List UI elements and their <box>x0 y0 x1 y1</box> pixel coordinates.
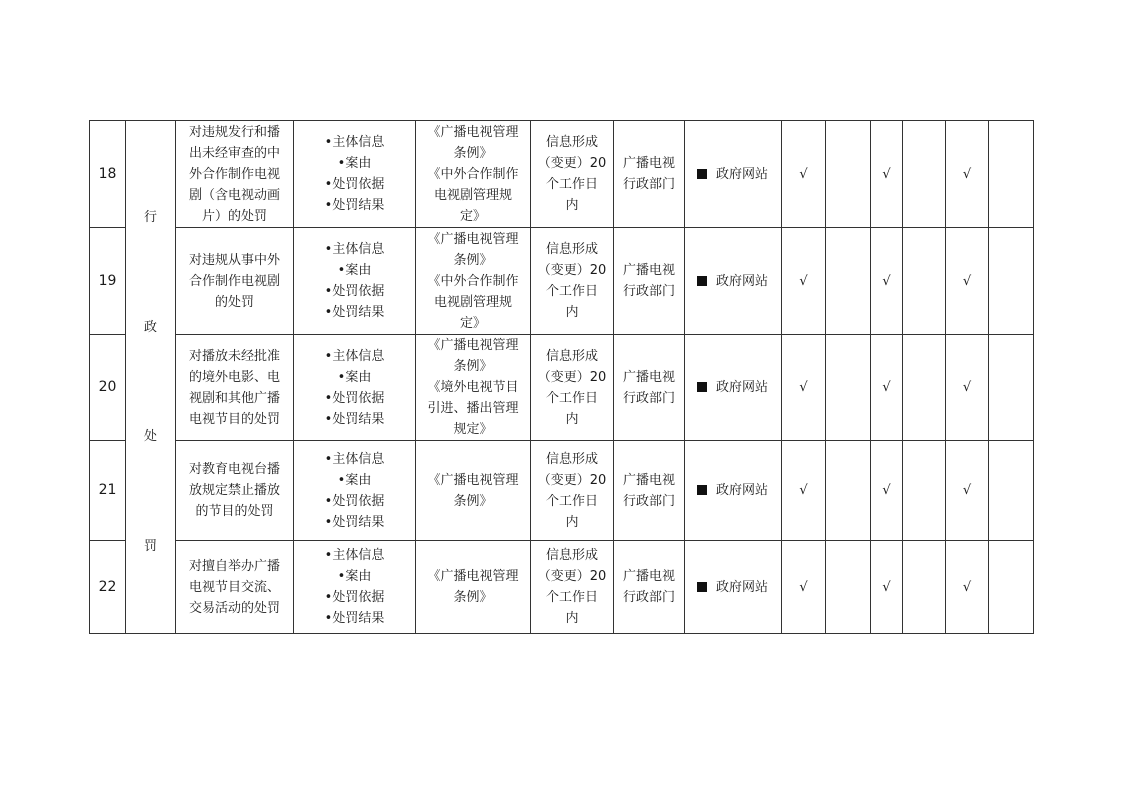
disclosure-content <box>294 228 416 335</box>
content-line: •处罚依据 <box>324 284 385 299</box>
disclosure-subject <box>614 228 685 335</box>
item-name-line: 电视节目的处罚 <box>188 411 280 427</box>
content-line: •案由 <box>337 569 372 584</box>
subject-line: 行政部门 <box>622 493 675 509</box>
check-mark-cell: √ <box>946 541 989 634</box>
item-name-line: 对违规从事中外 <box>188 252 280 268</box>
subject-line: 广播电视 <box>622 369 675 385</box>
table-row <box>90 228 1034 335</box>
basis-line: 条例》 <box>453 493 493 509</box>
check-mark-cell: √ <box>782 121 826 228</box>
item-name-line: 出未经审查的中 <box>188 145 280 161</box>
subject-line: 行政部门 <box>622 284 675 299</box>
basis-line: 《广播电视管理 <box>427 569 519 584</box>
legal-basis <box>416 228 531 335</box>
disclosure-content <box>294 121 416 228</box>
basis-line: 电视剧管理规 <box>433 187 512 203</box>
disclosure-subject <box>614 335 685 441</box>
disclosure-content <box>294 335 416 441</box>
item-name-line: 对播放未经批准 <box>188 348 280 364</box>
time-line: （变更）20 <box>537 156 607 171</box>
check-mark-cell: √ <box>871 541 903 634</box>
time-line: 个工作日 <box>545 590 598 605</box>
category-char: 政 <box>143 319 157 335</box>
content-line: •处罚结果 <box>324 514 385 530</box>
channel-label: 政府网站 <box>716 166 769 182</box>
time-line: 个工作日 <box>545 177 598 192</box>
disclosure-table <box>89 120 1034 634</box>
disclosure-time <box>531 121 614 228</box>
checkbox-filled-icon <box>697 485 707 495</box>
time-line: 个工作日 <box>545 284 598 299</box>
disclosure-content <box>294 541 416 634</box>
disclosure-channel <box>685 228 782 335</box>
row-number: 20 <box>90 335 126 441</box>
table-row <box>90 541 1034 634</box>
content-line: •处罚结果 <box>324 611 385 626</box>
content-line: •主体信息 <box>324 548 385 563</box>
legal-basis <box>416 541 531 634</box>
disclosure-subject <box>614 121 685 228</box>
content-line: •主体信息 <box>324 348 385 364</box>
check-mark-cell <box>903 121 946 228</box>
time-line: 个工作日 <box>545 493 598 509</box>
item-name-line: 对违规发行和播 <box>188 124 280 140</box>
item-name <box>176 335 294 441</box>
time-line: （变更）20 <box>537 472 607 488</box>
checkbox-filled-icon <box>697 582 707 592</box>
subject-line: 广播电视 <box>622 472 675 488</box>
basis-line: 《境外电视节目 <box>427 380 519 395</box>
item-name-line: 交易活动的处罚 <box>188 600 280 616</box>
basis-line: 规定》 <box>453 422 493 437</box>
check-mark-cell: √ <box>946 121 989 228</box>
check-mark-cell: √ <box>871 228 903 335</box>
check-mark-cell: √ <box>871 441 903 541</box>
content-line: •处罚依据 <box>324 493 385 509</box>
check-mark-cell: √ <box>782 335 826 441</box>
content-line: •案由 <box>337 156 372 171</box>
item-name <box>176 121 294 228</box>
time-line: 信息形成 <box>545 348 598 364</box>
check-mark-cell <box>989 441 1034 541</box>
content-line: •处罚结果 <box>324 305 385 320</box>
subject-line: 广播电视 <box>622 263 675 278</box>
time-line: （变更）20 <box>537 369 607 385</box>
row-number: 19 <box>90 228 126 335</box>
time-line: 信息形成 <box>545 548 598 563</box>
item-name-line: 电视节目交流、 <box>188 579 280 595</box>
basis-line: 《中外合作制作 <box>427 273 519 289</box>
check-mark-cell <box>989 228 1034 335</box>
item-name <box>176 441 294 541</box>
item-name-line: 剧（含电视动画 <box>188 187 280 203</box>
check-mark-cell: √ <box>871 335 903 441</box>
basis-line: 《中外合作制作 <box>427 166 519 182</box>
basis-line: 《广播电视管理 <box>427 124 519 140</box>
disclosure-subject <box>614 441 685 541</box>
check-mark-cell <box>903 441 946 541</box>
category-char: 处 <box>143 429 157 445</box>
basis-line: 引进、播出管理 <box>427 401 519 416</box>
item-name-line: 片）的处罚 <box>201 208 267 224</box>
basis-line: 条例》 <box>453 590 493 605</box>
time-line: 内 <box>565 305 579 320</box>
time-line: 信息形成 <box>545 242 598 257</box>
content-line: •处罚依据 <box>324 177 385 192</box>
check-mark-cell: √ <box>871 121 903 228</box>
content-line: •处罚结果 <box>324 411 385 427</box>
content-line: •案由 <box>337 472 372 488</box>
content-line: •处罚依据 <box>324 390 385 406</box>
basis-line: 《广播电视管理 <box>427 472 519 488</box>
check-mark-cell <box>903 335 946 441</box>
subject-line: 行政部门 <box>622 177 675 192</box>
basis-line: 条例》 <box>453 359 493 374</box>
content-line: •处罚结果 <box>324 198 385 213</box>
check-mark-cell: √ <box>946 441 989 541</box>
basis-line: 电视剧管理规 <box>433 294 512 310</box>
check-mark-cell: √ <box>946 228 989 335</box>
table-row <box>90 441 1034 541</box>
subject-line: 广播电视 <box>622 569 675 584</box>
content-line: •处罚依据 <box>324 590 385 605</box>
time-line: （变更）20 <box>537 263 607 278</box>
row-number: 22 <box>90 541 126 634</box>
item-name-line: 对教育电视台播 <box>188 462 280 477</box>
checkbox-filled-icon <box>697 276 707 286</box>
check-mark-cell <box>826 228 871 335</box>
check-mark-cell <box>903 541 946 634</box>
channel-label: 政府网站 <box>716 483 769 498</box>
content-line: •主体信息 <box>324 451 385 467</box>
disclosure-time <box>531 541 614 634</box>
check-mark-cell <box>826 541 871 634</box>
check-mark-cell <box>826 121 871 228</box>
disclosure-content <box>294 441 416 541</box>
check-mark-cell <box>903 228 946 335</box>
time-line: 内 <box>565 411 579 427</box>
table-body <box>90 121 1034 634</box>
subject-line: 广播电视 <box>622 156 675 171</box>
item-name-line: 的节目的处罚 <box>195 504 274 519</box>
item-name-line: 的处罚 <box>214 294 254 310</box>
content-line: •案由 <box>337 369 372 385</box>
subject-line: 行政部门 <box>622 590 675 605</box>
time-line: 信息形成 <box>545 451 598 467</box>
check-mark-cell <box>826 441 871 541</box>
disclosure-subject <box>614 541 685 634</box>
item-name-line: 对擅自举办广播 <box>188 558 280 574</box>
time-line: 内 <box>565 198 579 213</box>
checkbox-filled-icon <box>697 382 707 392</box>
basis-line: 定》 <box>459 315 486 331</box>
time-line: （变更）20 <box>537 569 607 584</box>
item-name <box>176 541 294 634</box>
disclosure-channel <box>685 541 782 634</box>
disclosure-channel <box>685 335 782 441</box>
category-cell <box>126 121 176 634</box>
disclosure-time <box>531 228 614 335</box>
basis-line: 条例》 <box>453 145 493 161</box>
time-line: 信息形成 <box>545 135 598 150</box>
time-line: 内 <box>565 611 579 626</box>
disclosure-time <box>531 335 614 441</box>
check-mark-cell <box>989 121 1034 228</box>
check-mark-cell: √ <box>782 228 826 335</box>
content-line: •案由 <box>337 263 372 278</box>
legal-basis <box>416 441 531 541</box>
channel-label: 政府网站 <box>716 273 769 289</box>
check-mark-cell <box>989 541 1034 634</box>
check-mark-cell <box>989 335 1034 441</box>
item-name-line: 的境外电影、电 <box>188 369 280 385</box>
check-mark-cell: √ <box>782 541 826 634</box>
item-name-line: 视剧和其他广播 <box>188 390 280 406</box>
table-row <box>90 121 1034 228</box>
disclosure-channel <box>685 121 782 228</box>
item-name-line: 放规定禁止播放 <box>188 483 280 498</box>
category-char: 罚 <box>143 538 157 554</box>
item-name <box>176 228 294 335</box>
disclosure-time <box>531 441 614 541</box>
time-line: 个工作日 <box>545 390 598 406</box>
legal-basis <box>416 335 531 441</box>
channel-label: 政府网站 <box>716 380 769 395</box>
basis-line: 《广播电视管理 <box>427 231 519 247</box>
basis-line: 《广播电视管理 <box>427 338 519 353</box>
row-number: 18 <box>90 121 126 228</box>
basis-line: 定》 <box>459 208 486 224</box>
time-line: 内 <box>565 514 579 530</box>
row-number: 21 <box>90 441 126 541</box>
table-row <box>90 335 1034 441</box>
legal-basis <box>416 121 531 228</box>
channel-label: 政府网站 <box>716 579 769 595</box>
disclosure-channel <box>685 441 782 541</box>
basis-line: 条例》 <box>453 252 493 268</box>
content-line: •主体信息 <box>324 135 385 150</box>
check-mark-cell: √ <box>946 335 989 441</box>
content-line: •主体信息 <box>324 242 385 257</box>
check-mark-cell <box>826 335 871 441</box>
item-name-line: 合作制作电视剧 <box>188 273 280 289</box>
checkbox-filled-icon <box>697 169 707 179</box>
category-char: 行 <box>143 210 157 225</box>
check-mark-cell: √ <box>782 441 826 541</box>
subject-line: 行政部门 <box>622 390 675 406</box>
item-name-line: 外合作制作电视 <box>188 166 280 182</box>
category-wrap <box>126 121 175 557</box>
